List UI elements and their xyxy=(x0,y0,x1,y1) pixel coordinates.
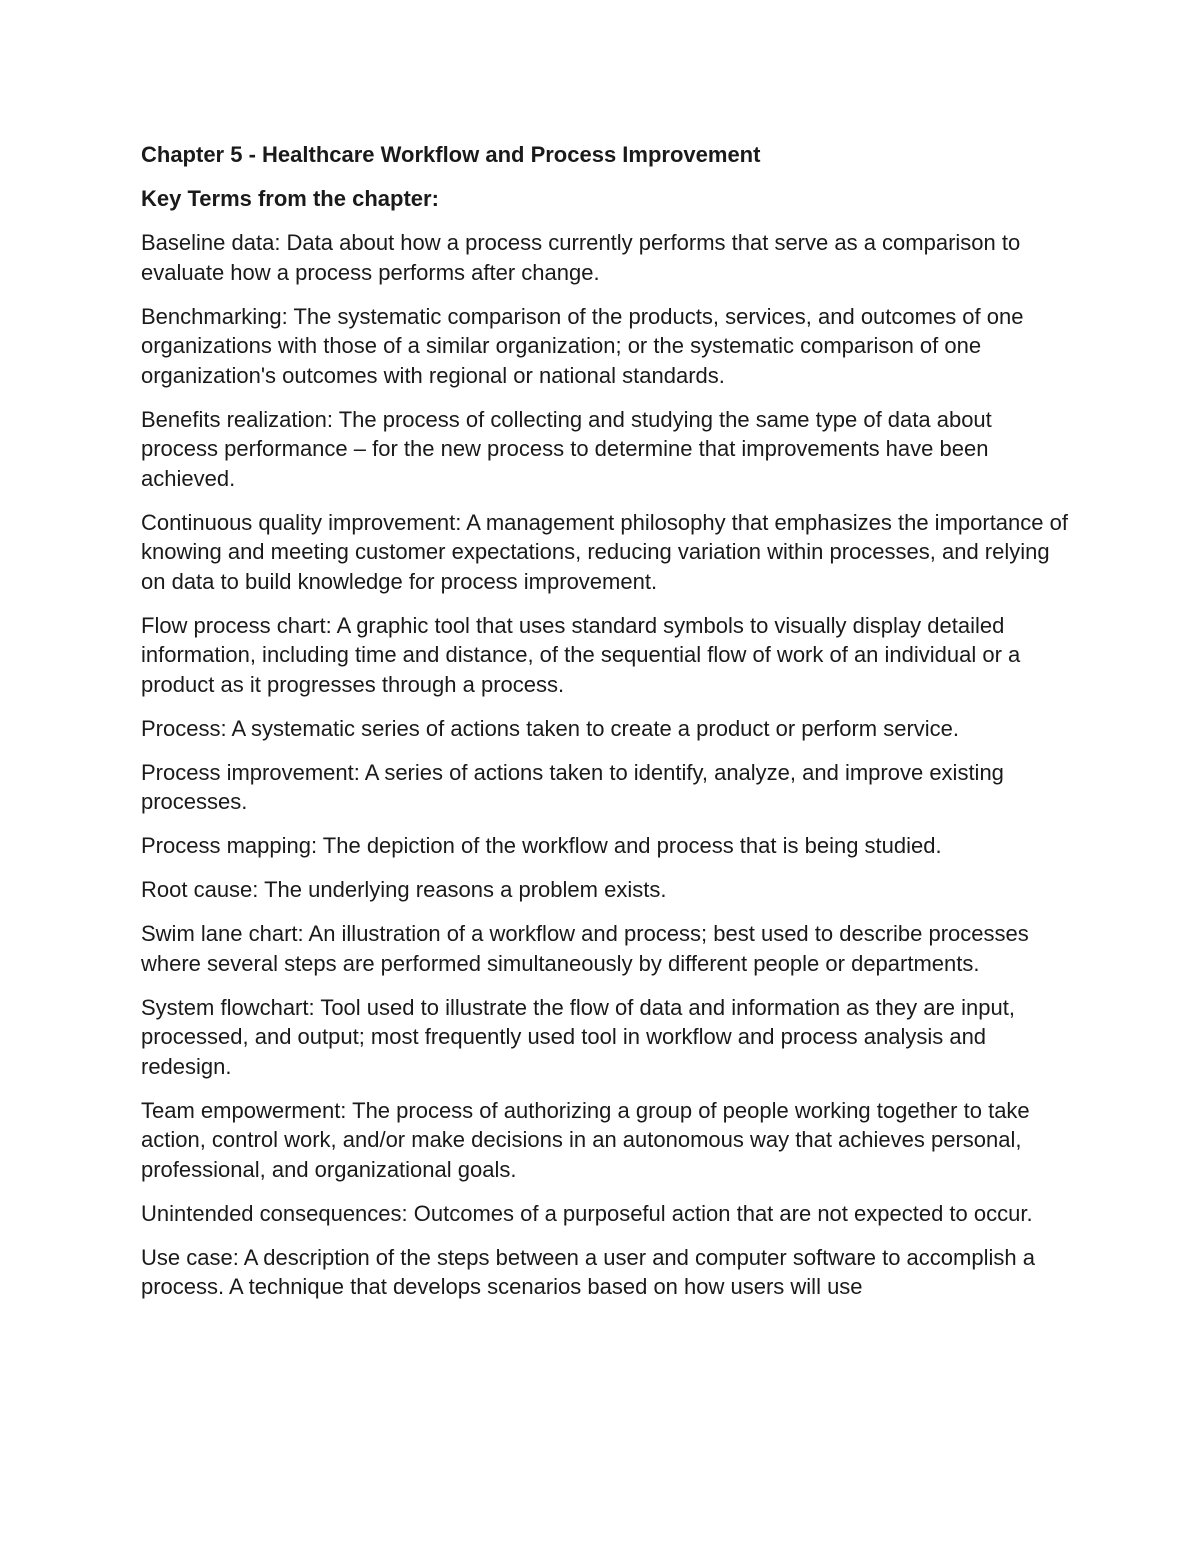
document-page xyxy=(141,140,1071,1316)
term-benefits-realization: Benefits realization: The process of collecting and studying the same type of data about process performance – for the new process to determine that improvements have been achieved. xyxy=(141,406,992,491)
term-baseline-data: Baseline data: Data about how a process currently performs that serve as a comparison to evaluate how a process performs after change. xyxy=(141,230,1021,285)
term-flow-process-chart: Flow process chart: A graphic tool that uses standard symbols to visually display detailed information, including time and distance, of the sequential flow of work of an individual or a product as it progresses through a process. xyxy=(141,612,1021,697)
term-system-flowchart: System flowchart: Tool used to illustrate the flow of data and information as they are input, processed, and output; most frequently used tool in workflow and process analysis and redesign. xyxy=(141,994,1015,1079)
key-terms-heading: Key Terms from the chapter: xyxy=(141,186,439,211)
term-swim-lane-chart: Swim lane chart: An illustration of a workflow and process; best used to describe processes where several steps are performed simultaneously by different people or departments. xyxy=(141,921,1029,976)
term-process: Process: A systematic series of actions taken to create a product or perform service. xyxy=(141,715,960,741)
term-team-empowerment: Team empowerment: The process of authorizing a group of people working together to take action, control work, and/or make decisions in an autonomous way that achieves personal, professional, and organizational goals. xyxy=(141,1097,1030,1182)
term-process-improvement: Process improvement: A series of actions taken to identify, analyze, and improve existing processes. xyxy=(141,759,1004,814)
term-use-case: Use case: A description of the steps between a user and computer software to accomplish a process. A technique that develops scenarios based on how users will use xyxy=(141,1244,1035,1299)
term-continuous-quality-improvement: Continuous quality improvement: A management philosophy that emphasizes the importance of knowing and meeting customer expectations, reducing variation within processes, and relying on data to build knowledge for process improvement. xyxy=(141,509,1068,594)
term-root-cause: Root cause: The underlying reasons a problem exists. xyxy=(141,877,667,902)
term-process-mapping: Process mapping: The depiction of the workflow and process that is being studied. xyxy=(141,833,942,858)
term-benchmarking: Benchmarking: The systematic comparison of the products, services, and outcomes of one organizations with those of a similar organization; or the systematic comparison of one organization's outcomes with regional or national standards. xyxy=(141,303,1024,388)
chapter-title: Chapter 5 - Healthcare Workflow and Process Improvement xyxy=(141,142,761,167)
term-unintended-consequences: Unintended consequences: Outcomes of a purposeful action that are not expected to occur. xyxy=(141,1200,1033,1226)
term-list xyxy=(141,228,1071,1302)
